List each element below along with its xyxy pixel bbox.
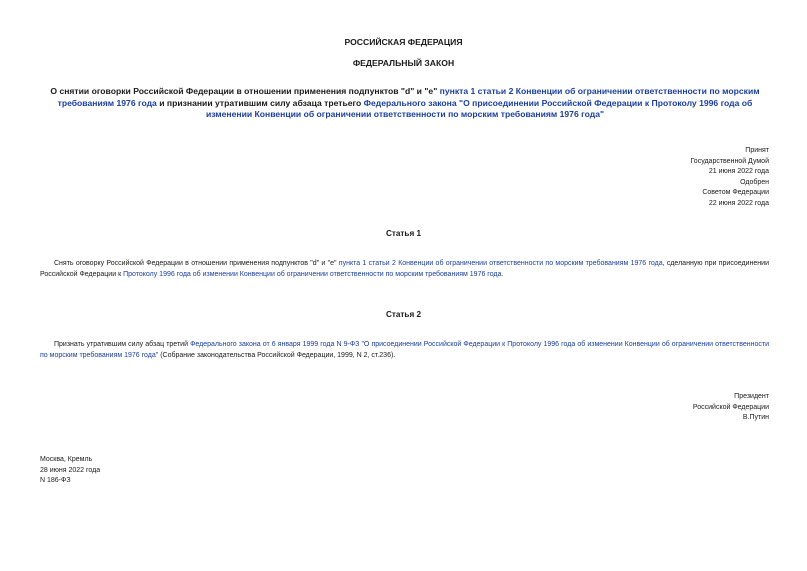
law-title [38,86,772,121]
title-text-1: О снятии оговорки Российской Федерации в отношении применения подпунктов "d" и "e" [50,86,440,96]
article-1-link-convention[interactable]: пункта 1 статьи 2 Конвенции об ограничении ответственности по морским требованиям 1976 года [338,260,663,267]
date-line: 28 июня 2022 года [40,466,101,474]
title-text-2: и признании утратившим силу абзаца третьего [156,97,364,108]
adoption-block [569,146,769,210]
adoption-line: Принят [745,147,769,154]
article-2-text [40,340,769,361]
law-number-line: N 186-ФЗ [40,477,71,485]
signature-line: В.Путин [742,414,769,422]
signature-block [569,392,769,424]
article-1-text-3: . [501,270,504,278]
article-2-heading: Статья 2 [385,310,422,319]
place-date-block [40,455,240,487]
title-link-convention[interactable]: пункта 1 статьи 2 Конвенции об ограничении ответственности по морским требованиям 1976 года [57,86,760,108]
country-heading: РОССИЙСКАЯ ФЕДЕРАЦИЯ [344,37,463,47]
doc-type-heading: ФЕДЕРАЛЬНЫЙ ЗАКОН [352,58,455,68]
place-line: Москва, Кремль [40,456,93,463]
adoption-line: 22 июня 2022 года [708,199,769,207]
article-2-text-2: (Собрание законодательства Российской Федерации, 1999, N 2, ст.236). [158,351,396,359]
article-2-link-federal-law[interactable]: Федерального закона от 6 января 1999 года N 9-ФЗ "О присоединении Российской Федерации к Протоколу 1996 года об изменении Конвенции об ограничении ответственности по морским требованиям 1976 года" [40,341,769,359]
title-link-federal-law[interactable]: Федерального закона "О присоединении Российской Федерации к Протоколу 1996 года об изменении Конвенции об ограничении ответственности по морским требованиям 1976 года" [205,97,753,119]
adoption-line: 21 июня 2022 года [708,168,769,176]
article-1-text-1: Снять оговорку Российской Федерации в отношении применения подпунктов "d" и "e" [54,260,339,267]
article-1-text [40,259,769,280]
signature-line: Российской Федерации [692,403,769,411]
adoption-line: Одобрен [740,178,769,186]
article-1-text-2: , сделанную при присоединении Российской Федерации к [40,260,769,278]
signature-line: Президент [734,393,769,400]
article-1-link-protocol[interactable]: Протоколу 1996 года об изменении Конвенции об ограничении ответственности по морским требованиям 1976 года [123,270,502,278]
article-1-heading: Статья 1 [385,229,422,238]
article-2-text-1: Признать утратившим силу абзац третий [54,341,191,348]
adoption-line: Советом Федерации [702,189,769,197]
adoption-line: Государственной Думой [690,157,769,165]
